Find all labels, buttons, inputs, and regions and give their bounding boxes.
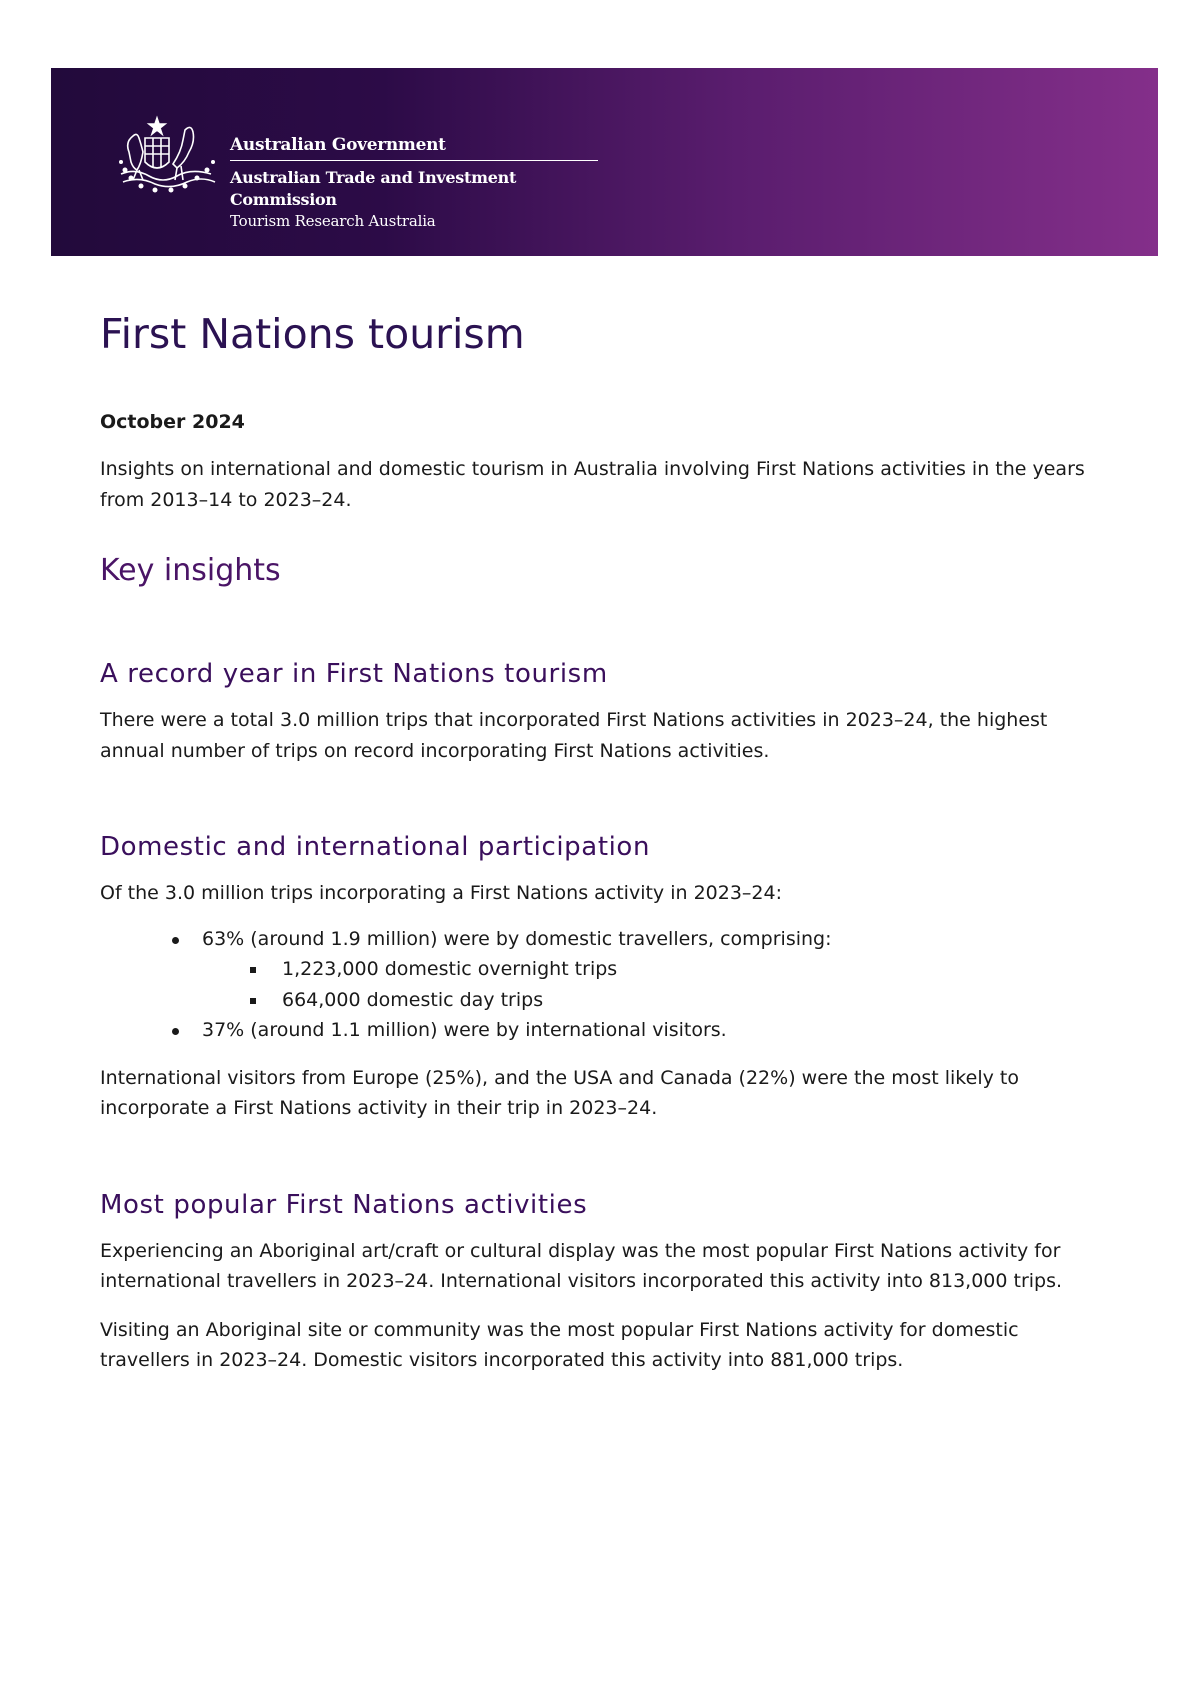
bullet-dot xyxy=(172,937,179,944)
list-item-text: 63% (around 1.9 million) were by domestic travellers, comprising: xyxy=(202,927,832,950)
list-item-text: 37% (around 1.1 million) were by international visitors. xyxy=(202,1019,727,1041)
publication-date: October 2024 xyxy=(100,411,245,433)
intro-paragraph: Insights on international and domestic tourism in Australia involving First Nations activities in the years from 2013–14 to 2023–24. xyxy=(100,458,1085,511)
record-year-paragraph: There were a total 3.0 million trips that incorporated First Nations activities in 2023–24, the highest annual number of trips on record incorporating First Nations activities. xyxy=(100,709,1048,762)
division-name: Tourism Research Australia xyxy=(230,212,436,230)
list-item-domestic xyxy=(170,924,1110,1016)
key-insights-heading: Key insights xyxy=(100,553,281,588)
list-item-day-trips xyxy=(250,985,1110,1016)
participation-lead: Of the 3.0 million trips incorporating a First Nations activity in 2023–24: xyxy=(100,882,783,904)
participation-heading: Domestic and international participation xyxy=(100,832,651,862)
header-divider xyxy=(230,160,598,161)
page-title: First Nations tourism xyxy=(100,310,525,358)
list-item-international xyxy=(170,1015,1110,1046)
government-name: Australian Government xyxy=(230,135,446,155)
domestic-sublist xyxy=(250,954,1110,1015)
bullet-square xyxy=(250,967,256,973)
coat-of-arms-icon xyxy=(115,112,223,194)
participation-list xyxy=(170,924,1110,1046)
bullet-square xyxy=(250,998,256,1004)
header-identity xyxy=(230,134,598,231)
list-item-text: 664,000 domestic day trips xyxy=(282,988,544,1011)
document-body xyxy=(100,300,1110,1376)
domestic-activity-paragraph: Visiting an Aboriginal site or community was the most popular First Nations activity for domestic travellers in 2023–24. Domestic visitors incorporated this activity into 881,000 trips. xyxy=(100,1318,1019,1371)
bullet-dot xyxy=(172,1028,179,1035)
international-activity-paragraph: Experiencing an Aboriginal art/craft or cultural display was the most popular First Nations activity for international travellers in 2023–24. International visitors incorporated this activity into 813,000 trips. xyxy=(100,1239,1063,1292)
list-item-overnight xyxy=(250,954,1110,985)
participation-closing: International visitors from Europe (25%), and the USA and Canada (22%) were the most likely to incorporate a First Nations activity in their trip in 2023–24. xyxy=(100,1066,1019,1119)
list-item-text: 1,223,000 domestic overnight trips xyxy=(282,958,618,980)
record-year-heading: A record year in First Nations tourism xyxy=(100,659,608,689)
popular-activities-heading: Most popular First Nations activities xyxy=(100,1189,588,1220)
agency-name: Australian Trade and Investment Commission xyxy=(230,168,517,209)
